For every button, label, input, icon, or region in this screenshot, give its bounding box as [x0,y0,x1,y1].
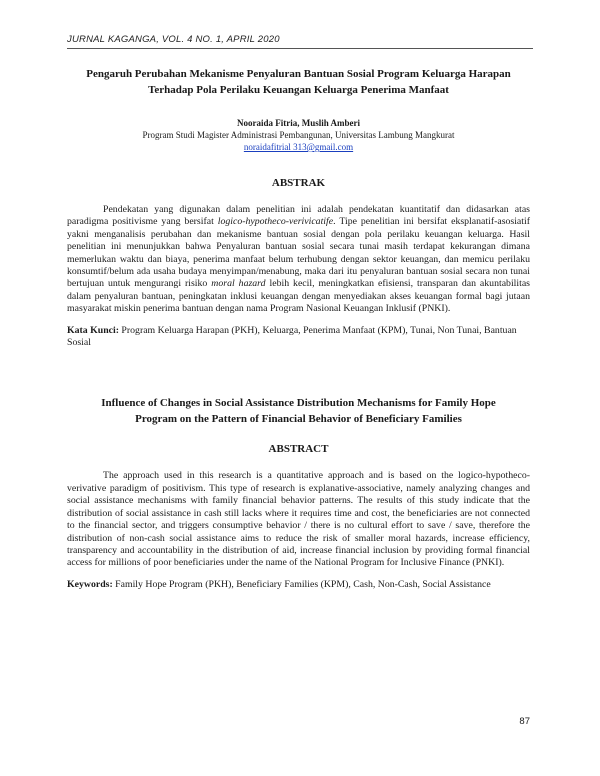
journal-running-header: JURNAL KAGANGA, VOL. 4 NO. 1, APRIL 2020 [67,34,280,45]
abstrak-italic-term-2: moral hazard [211,278,266,290]
author-affiliation: Program Studi Magister Administrasi Pembangunan, Universitas Lambung Mangkurat [142,130,455,140]
article-title-indonesian [67,66,530,98]
abstrak-text-2: . Tipe penelitian ini bersifat eksplanatif-asosiatif yakni menganalisis perubahan dan mekanisme bantuan sosial dengan pola perilaku keuangan keluarga. Hasil penelitian ini menunjukkan bahwa Penyaluran bantuan sosial secara tunai masih terdapat kekurangan dimana memerlukan waktu dan biaya, penerima manfaat belum terhubung dengan sektor keuangan, dan memicu perilaku konsumtif/belum ada usaha budaya menyimpan/menabung, maka dari itu penyaluran bantuan sosial secara non tunai bertujuan untuk mengurangi risiko [67,216,530,290]
author-names: Nooraida Fitria, Muslih Amberi [237,118,360,128]
kata-kunci [67,325,530,350]
author-email-link[interactable]: noraidafitrial 313@gmail.com [243,142,354,152]
kata-kunci-text: Program Keluarga Harapan (PKH), Keluarga, Penerima Manfaat (KPM), Tunai, Non Tunai, Bantuan Sosial [67,324,517,349]
abstract-heading: ABSTRACT [268,443,329,456]
abstrak-italic-term-1: logico-hypotheco-verivicatife [217,216,334,228]
title-en-line2: Program on the Pattern of Financial Behavior of Beneficiary Families [135,413,462,426]
keywords [67,579,530,591]
title-id-line1: Pengaruh Perubahan Mekanisme Penyaluran Bantuan Sosial Program Keluarga Harapan [86,68,511,80]
article-title-english [67,395,530,427]
keywords-label: Keywords: [67,578,113,590]
article-first-page [67,66,530,591]
abstrak-body [67,204,530,316]
kata-kunci-label: Kata Kunci: [67,324,119,336]
title-id-line2: Terhadap Pola Perilaku Keuangan Keluarga Penerima Manfaat [148,84,449,96]
header-divider [67,48,533,49]
title-en-line1: Influence of Changes in Social Assistance Distribution Mechanisms for Family Hope [101,397,496,410]
abstrak-text-3: lebih kecil, meningkatkan efisiensi, transparan dan akuntabilitas dalam penyaluran bantuan, peningkatan inklusi keuangan dengan menyediakan akses keuangan formal bagi jutaan masyarakat miskin penerima bantuan dengan nama Program Nasional Keuangan Inklusif (PNKI). [67,278,530,315]
abstract-body: The approach used in this research is a quantitative approach and is based on the logico-hypotheco-verivative paradigm of positivism. This type of research is explanative-associative, namely analyzing changes and social assistance mechanisms with family financial behavior patterns. The results of this study indicate that the distribution of social assistance in cash still lacks where it requires time and cost, the beneficiaries are not connected to the financial sector, and triggers consumptive behavior / there is no cultural effort to save / save, therefore the distribution of non-cash social assistance aims to reduce the risk of smaller moral hazards, increase efficiency, transparency and accountability in the distribution of aid, increase financial inclusion by providing formal financial access for millions of poor beneficiaries under the name of the National Program for Inclusive Finance (PNKI). [67,470,530,569]
abstrak-heading: ABSTRAK [271,177,326,189]
abstrak-text-1: Pendekatan yang digunakan dalam penelitian ini adalah pendekatan kuantitatif dan didasarkan atas paradigma positivisme yang bersifat [67,204,530,228]
page-number: 87 [519,716,530,727]
keywords-text: Family Hope Program (PKH), Beneficiary Families (KPM), Cash, Non-Cash, Social Assistance [112,578,491,590]
